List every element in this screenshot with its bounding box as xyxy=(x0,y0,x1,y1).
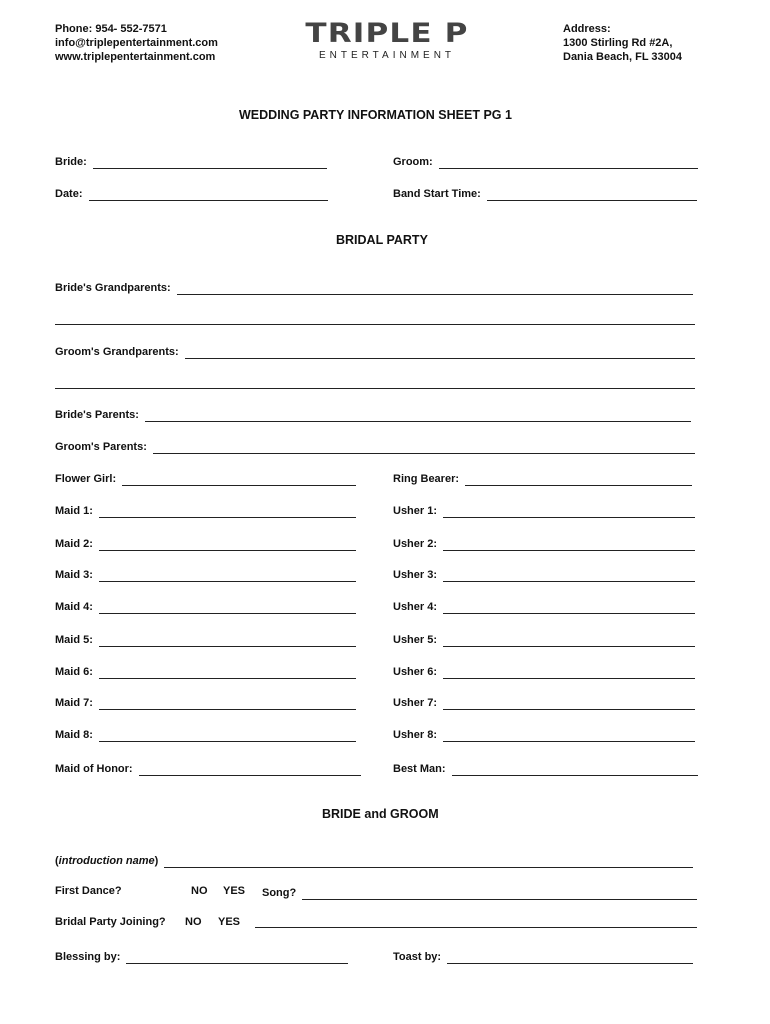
introduction-name-line[interactable] xyxy=(164,857,693,868)
address-label: Address: xyxy=(563,23,611,35)
logo-sub-text: ENTERTAINMENT xyxy=(318,50,456,61)
address-block xyxy=(563,22,682,64)
brides-grandparents-line[interactable] xyxy=(177,284,693,295)
flower-girl-label: Flower Girl: xyxy=(55,473,117,485)
bridal-party-joining-no-option[interactable]: NO xyxy=(185,916,202,928)
maid-6-line[interactable] xyxy=(99,668,356,679)
phone-text: Phone: 954- 552-7571 xyxy=(55,23,167,35)
grooms-grandparents-field[interactable] xyxy=(55,343,695,359)
brides-grandparents-label: Bride's Grandparents: xyxy=(55,282,171,294)
brides-parents-label: Bride's Parents: xyxy=(55,409,139,421)
bride-label: Bride: xyxy=(55,156,87,168)
bridal-party-joining-label: Bridal Party Joining? xyxy=(55,916,166,928)
usher-7-label: Usher 7: xyxy=(393,697,438,709)
usher-6-label: Usher 6: xyxy=(393,666,438,678)
usher-5-label: Usher 5: xyxy=(393,634,438,646)
intro-paren-open: ( xyxy=(55,855,59,867)
usher-1-line[interactable] xyxy=(443,507,695,518)
address-line-1: 1300 Stirling Rd #2A, xyxy=(563,37,673,49)
usher-3-line[interactable] xyxy=(443,571,695,582)
best-man-label: Best Man: xyxy=(393,763,446,775)
bride-line[interactable] xyxy=(93,158,327,169)
grooms-parents-line[interactable] xyxy=(153,443,695,454)
usher-4-field[interactable] xyxy=(393,598,695,614)
usher-6-field[interactable] xyxy=(393,663,695,679)
usher-2-field[interactable] xyxy=(393,535,695,551)
maid-6-field[interactable] xyxy=(55,663,356,679)
maid-7-line[interactable] xyxy=(99,699,356,710)
grooms-grandparents-line[interactable] xyxy=(185,348,695,359)
usher-3-field[interactable] xyxy=(393,566,695,582)
maid-5-field[interactable] xyxy=(55,631,356,647)
company-logo xyxy=(292,20,482,60)
brides-parents-field[interactable] xyxy=(55,406,691,422)
blessing-by-label: Blessing by: xyxy=(55,951,121,963)
maid-2-field[interactable] xyxy=(55,535,356,551)
usher-8-line[interactable] xyxy=(443,731,695,742)
song-label: Song? xyxy=(262,887,297,899)
maid-4-line[interactable] xyxy=(99,603,356,614)
bridal-party-heading: BRIDAL PARTY xyxy=(336,233,428,247)
first-dance-label: First Dance? xyxy=(55,885,122,897)
maid-8-label: Maid 8: xyxy=(55,729,93,741)
groom-line[interactable] xyxy=(439,158,698,169)
maid-8-line[interactable] xyxy=(99,731,356,742)
ring-bearer-line[interactable] xyxy=(465,475,692,486)
email-text: info@triplepentertainment.com xyxy=(55,37,218,49)
grooms-grandparents-line-2[interactable] xyxy=(55,387,695,389)
toast-by-field[interactable] xyxy=(393,948,693,964)
flower-girl-field[interactable] xyxy=(55,470,356,486)
maid-7-field[interactable] xyxy=(55,694,356,710)
song-field[interactable] xyxy=(262,884,697,900)
maid-5-line[interactable] xyxy=(99,636,356,647)
maid-1-field[interactable] xyxy=(55,502,356,518)
intro-paren-close: ) xyxy=(154,855,159,867)
usher-3-label: Usher 3: xyxy=(393,569,438,581)
website-text: www.triplepentertainment.com xyxy=(55,51,216,63)
date-field[interactable] xyxy=(55,185,328,201)
usher-5-line[interactable] xyxy=(443,636,695,647)
toast-by-label: Toast by: xyxy=(393,951,442,963)
bride-field[interactable] xyxy=(55,153,327,169)
maid-of-honor-label: Maid of Honor: xyxy=(55,763,133,775)
introduction-name-label xyxy=(55,854,158,868)
song-line[interactable] xyxy=(302,889,697,900)
first-dance-yes-option[interactable]: YES xyxy=(223,885,246,897)
maid-7-label: Maid 7: xyxy=(55,697,93,709)
maid-4-field[interactable] xyxy=(55,598,356,614)
ring-bearer-label: Ring Bearer: xyxy=(393,473,460,485)
address-line-2: Dania Beach, FL 33004 xyxy=(563,51,683,63)
maid-2-line[interactable] xyxy=(99,540,356,551)
toast-by-line[interactable] xyxy=(447,953,693,964)
maid-4-label: Maid 4: xyxy=(55,601,93,613)
brides-grandparents-line-2[interactable] xyxy=(55,323,695,325)
band-start-line[interactable] xyxy=(487,190,697,201)
usher-4-label: Usher 4: xyxy=(393,601,438,613)
bridal-party-joining-line[interactable] xyxy=(255,926,697,928)
brides-grandparents-field[interactable] xyxy=(55,279,693,295)
maid-3-label: Maid 3: xyxy=(55,569,93,581)
usher-2-label: Usher 2: xyxy=(393,538,438,550)
groom-field[interactable] xyxy=(393,153,698,169)
maid-3-field[interactable] xyxy=(55,566,356,582)
groom-label: Groom: xyxy=(393,156,433,168)
bridal-party-joining-yes-option[interactable]: YES xyxy=(218,916,241,928)
usher-6-line[interactable] xyxy=(443,668,695,679)
usher-5-field[interactable] xyxy=(393,631,695,647)
usher-8-label: Usher 8: xyxy=(393,729,438,741)
ring-bearer-field[interactable] xyxy=(393,470,692,486)
grooms-parents-field[interactable] xyxy=(55,438,695,454)
flower-girl-line[interactable] xyxy=(122,475,356,486)
maid-8-field[interactable] xyxy=(55,726,356,742)
usher-1-label: Usher 1: xyxy=(393,505,438,517)
first-dance-no-option[interactable]: NO xyxy=(191,885,208,897)
maid-2-label: Maid 2: xyxy=(55,538,93,550)
band-start-label: Band Start Time: xyxy=(393,188,481,200)
page-title: WEDDING PARTY INFORMATION SHEET PG 1 xyxy=(239,108,512,122)
introduction-name-field[interactable] xyxy=(55,852,693,868)
best-man-field[interactable] xyxy=(393,760,698,776)
contact-block xyxy=(55,22,218,64)
brides-parents-line[interactable] xyxy=(145,411,691,422)
usher-7-line[interactable] xyxy=(443,699,695,710)
intro-name-text: introduction name xyxy=(58,855,155,867)
blessing-by-field[interactable] xyxy=(55,948,348,964)
maid-6-label: Maid 6: xyxy=(55,666,93,678)
usher-2-line[interactable] xyxy=(443,540,695,551)
bride-groom-heading: BRIDE and GROOM xyxy=(322,807,439,821)
band-start-field[interactable] xyxy=(393,185,697,201)
maid-5-label: Maid 5: xyxy=(55,634,93,646)
date-line[interactable] xyxy=(89,190,328,201)
logo-main-text: TRIPLE P xyxy=(305,18,469,49)
maid-1-line[interactable] xyxy=(99,507,356,518)
usher-8-field[interactable] xyxy=(393,726,695,742)
grooms-grandparents-label: Groom's Grandparents: xyxy=(55,346,179,358)
maid-3-line[interactable] xyxy=(99,571,356,582)
date-label: Date: xyxy=(55,188,83,200)
blessing-by-line[interactable] xyxy=(126,953,348,964)
maid-of-honor-field[interactable] xyxy=(55,760,361,776)
grooms-parents-label: Groom's Parents: xyxy=(55,441,147,453)
usher-4-line[interactable] xyxy=(443,603,695,614)
usher-7-field[interactable] xyxy=(393,694,695,710)
maid-of-honor-line[interactable] xyxy=(139,765,361,776)
usher-1-field[interactable] xyxy=(393,502,695,518)
best-man-line[interactable] xyxy=(452,765,698,776)
maid-1-label: Maid 1: xyxy=(55,505,93,517)
